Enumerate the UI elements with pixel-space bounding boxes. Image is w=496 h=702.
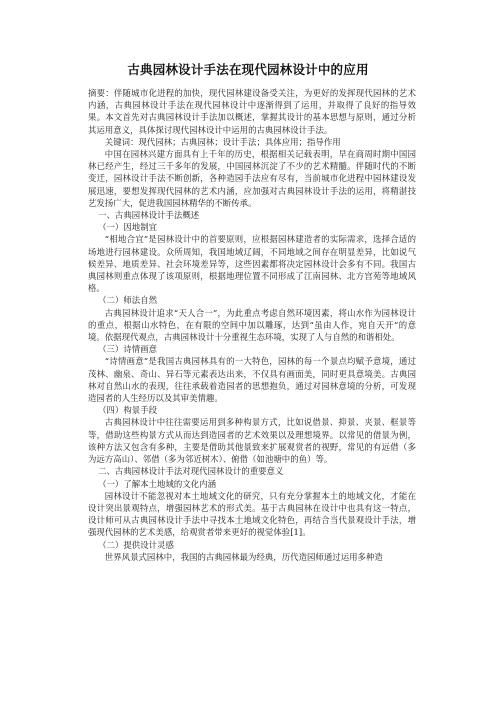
paragraph-1-4: 古典园林设计中往往需要运用到多种构景方式，比如说借景、抑景、夹景、框景等等，借助这些构景方式从而达到造园者的艺术效果以及理想境界。以常见的借景为例，该种方法又包含有多种，主要是借助其他景致来扩展观赏者的视野，常见的有远借（多为远方高山）、邻借（多为邻近树木）、俯借（如池塘中的鱼）等。: [88, 417, 416, 465]
subsection-heading-2-2: （二）提供设计灵感: [98, 539, 174, 550]
subsection-heading-2-1: （一）了解本土地域的文化内涵: [98, 478, 217, 489]
section-heading-2: 二、古典园林设计手法对现代园林设计的重要意义: [98, 466, 284, 477]
intro-paragraph: 中国在园林兴建方面具有上千年的历史，根据相关记载表明，早在商周时期中国园林已经产生，经过三千多年的发展，中国园林沉淀了不少的艺术精髓。伴随时代的不断变迁，园林设计手法不断创新，各种造园手法应有尽有，当前城市化进程中园林建设发展迅速，要想发挥现代园林的艺术内涵，应加强对古典园林设计手法的运用，将精湛技艺发扬广大，促进我国园林精华的不断传承。: [88, 149, 416, 208]
paragraph-2-2: 世界风景式园林中，我国的古典园林最为经典，历代造园师通过运用多种造: [104, 551, 383, 562]
subsection-heading-1-4: （四）构景手段: [98, 405, 158, 416]
section-heading-1: 一、古典园林设计手法概述: [98, 210, 200, 221]
paragraph-2-1: 园林设计不能忽视对本土地域文化的研究，只有充分掌握本土的地域文化，才能在设计突出景观特点，增强园林艺术的形式美。基于古典园林在设计中也具有这一特点，设计师可从古典园林设计手法中寻找本土地域文化特色，再结合当代景观设计手法，增强现代园林的艺术美感，给观赏者带来更好的视觉体验[1]。: [88, 490, 416, 538]
paper-title: 古典园林设计手法在现代园林设计中的应用: [127, 62, 369, 77]
subsection-heading-1-3: （三）诗情画意: [98, 344, 158, 355]
abstract-paragraph: 摘要：伴随城市化进程的加快，现代园林建设备受关注，为更好的发挥现代园林的艺术内涵，古典园林设计手法在现代园林设计中逐渐得到了运用，并取得了良好的指导效果。本文首先对古典园林设计手法加以概述，掌握其设计的基本思想与原则，通过分析其运用意义，具体探讨现代园林设计中运用的古典园林设计手法。: [88, 88, 416, 135]
paragraph-1-3: “诗情画意”是我国古典园林具有的一大特色，园林的每一个景点均赋予意境，通过茂林、幽泉、奇山、异石等元素表达出来，不仅具有画面美，同时更具意境美。古典园林对自然山水的表现，往往承载着造园者的思想抱负，通过对园林意境的分析，可发现造园者的人生经历以及其审美情趣。: [88, 356, 416, 404]
article-body: [88, 87, 416, 563]
paragraph-1-2: 古典园林设计追求“天人合一”，为此重点考虑自然环境因素，将山水作为园林设计的重点，根据山水特色，在有限的空间中加以雕琢，达到“虽由人作，宛自天开”的意境。依据现代观点，古典园林设计十分重视生态环境，实现了人与自然的和谐相处。: [88, 307, 416, 343]
subsection-heading-1-2: （二）师法自然: [98, 295, 158, 306]
subsection-heading-1-1: （一）因地制宜: [98, 222, 158, 233]
paragraph-1-1: “相地合宜”是园林设计中的首要原则，应根据园林建造者的实际需求，选择合适的场地进行园林建设。众所周知，我国地域辽阔，不同地域之间存在明显差异，比如说气候差异、地质差异、社会环境差异等，这些因素都将决定园林设计会多有不同。我国古典园林则重点体现了该项原则，根据地理位置不同形成了江南园林、北方宫苑等地域风格。: [88, 234, 416, 294]
keywords-line: 关键词：现代园林；古典园林；设计手法；具体应用；指导作用: [104, 136, 341, 147]
